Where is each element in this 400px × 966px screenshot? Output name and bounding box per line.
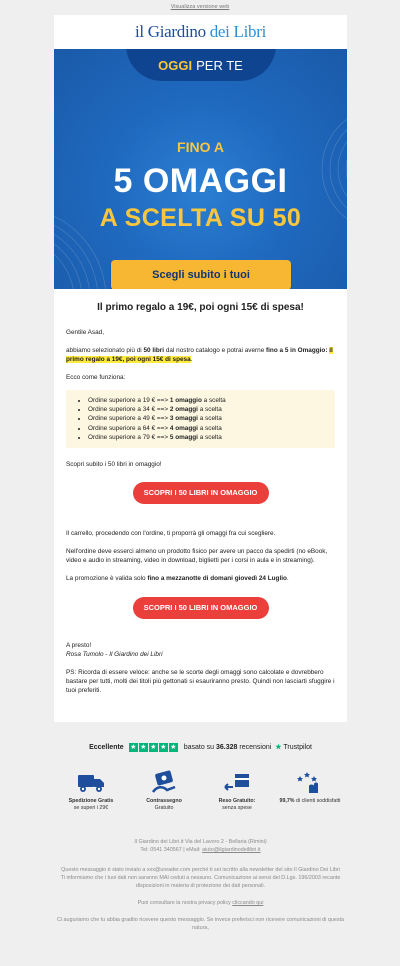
discover-books-button-2[interactable]: SCOPRI I 50 LIBRI IN OMAGGIO: [133, 597, 269, 619]
validity-text: La promozione è valida solo fino a mezzanotte di domani giovedì 24 Luglio.: [66, 575, 289, 583]
web-version-link[interactable]: Visualizza versione web: [170, 4, 230, 10]
return-box-icon: [222, 770, 252, 794]
tab-rest: PER TE: [196, 57, 243, 73]
choose-now-button[interactable]: Scegli subito i tuoi: [111, 260, 291, 289]
cart-text: Il carrello, procedendo con l'ordine, ti proporrà gli omaggi fra cui scegliere.: [66, 530, 276, 538]
list-item: • Ordine superiore a 19 € ==> 1 omaggio a scelta: [88, 396, 335, 405]
discover-books-button[interactable]: SCOPRI I 50 LIBRI IN OMAGGIO: [133, 482, 269, 504]
features-row: [54, 770, 347, 812]
greeting: Gentile Asad,: [66, 329, 105, 336]
highlight: il primo regalo a 19€, poi ogni 15€ di spesa: [66, 347, 333, 363]
stars-icon: ★ ★ ★ ★ ★: [130, 743, 177, 751]
logo-text-part2: dei Libri: [205, 22, 267, 41]
intro-paragraph: abbiamo selezionato più di 50 libri dal nostro catalogo e potrai averne fino a 5 in Omaggio: il primo regalo a 19€, poi ogni 15€ di spesa.: [66, 347, 333, 363]
hero-line-2: 5 OMAGGI: [113, 162, 288, 200]
logo[interactable]: [54, 15, 347, 49]
oggi-per-te-tab: [126, 49, 276, 81]
footer-address: Il Giardino dei Libri.it Via del Lavoro 2 - Bellaria (Rimini): [134, 839, 267, 845]
list-item: • Ordine superiore a 34 € ==> 2 omaggi a scelta: [88, 405, 335, 414]
signature: Rosa Tumolo - Il Giardino dei Libri: [66, 651, 163, 659]
feature-satisfaction: 99,7% di clienti soddisfatti: [279, 770, 341, 812]
list-item: • Ordine superiore a 79 € ==> 5 omaggi a scelta: [88, 433, 335, 442]
email-body: [54, 328, 347, 695]
ps-text: PS: Ricorda di essere veloce: anche se le scorte degli omaggi sono calcolate e dovrebbero bastare per tutti, molti dei titoli più gettonati si esauriranno presto. Quindi non lasciarti sfuggire i tuoi preferiti.: [66, 669, 335, 695]
trustpilot-row[interactable]: [54, 740, 347, 754]
hero-banner[interactable]: [54, 49, 347, 289]
closing: A presto!: [66, 642, 92, 650]
how-it-works: Ecco come funziona:: [66, 374, 126, 381]
footer-contacts: Tel: 0541 340567 | eMail: aiuto@ilgiardinodeilibri.it: [140, 847, 261, 853]
tab-bold: OGGI: [158, 57, 193, 73]
trustpilot-rating: Eccellente: [89, 743, 124, 751]
privacy-link[interactable]: cliccando qui: [232, 900, 264, 906]
feature-cod: Contrassegno Gratuito: [133, 770, 195, 812]
offers-list: [66, 390, 335, 448]
list-item: • Ordine superiore a 64 € ==> 4 omaggi a scelta: [88, 424, 335, 433]
footer: [54, 838, 347, 932]
headline: Il primo regalo a 19€, poi ogni 15€ di spesa!: [97, 302, 304, 313]
cash-icon: [149, 770, 179, 794]
footer-notice-2: Ti informiamo che i tuoi dati non saranno MAI ceduti a nessuno. Comunicazione ai sensi del D.Lgs. 196/2003 recante disposizioni in materia di protezione dei dati personali.: [60, 875, 341, 889]
footer-notice-3: Ci auguriamo che tu abbia gradito ricevere questo messaggio. Se invece preferisci non ricevere comunicazioni di questa natura,: [56, 917, 345, 931]
email-link[interactable]: aiuto@ilgiardinodeilibri.it: [202, 847, 261, 853]
feature-shipping: Spedizione Gratis se superi i 29€: [60, 770, 122, 812]
logo-text-part1: il Giardino: [134, 22, 206, 41]
footer-notice-1: Questo messaggio è stato inviato a xxx@ureader.com perché ti sei iscritto alla newsletter del sito Il Giardino Dei Libri: [61, 867, 340, 873]
hero-line-3: A SCELTA SU 50: [99, 204, 302, 232]
feature-return: Reso Gratuito: senza spese: [206, 770, 268, 812]
email-card: [54, 15, 347, 722]
physical-product-text: Nell'ordine deve esserci almeno un prodotto fisico per avere un pacco da spedirti (no eBook, video e audio in streaming, video in download, biglietti per i corsi in aula e in streaming).: [66, 548, 328, 565]
trust-section: [54, 740, 347, 812]
happy-customers-icon: [295, 770, 325, 794]
trustpilot-reviews: basato su 36.328 recensioni: [183, 743, 272, 751]
discover-text: Scopri subito i 50 libri in omaggio!: [66, 461, 162, 469]
hero-line-1: FINO A: [177, 139, 224, 155]
privacy-line: Puoi consultare la nostra privacy policy cliccando qui: [137, 900, 264, 906]
truck-icon: [76, 770, 106, 794]
trustpilot-logo[interactable]: ★ Trustpilot: [275, 744, 312, 751]
list-item: • Ordine superiore a 49 € ==> 3 omaggi a scelta: [88, 414, 335, 423]
